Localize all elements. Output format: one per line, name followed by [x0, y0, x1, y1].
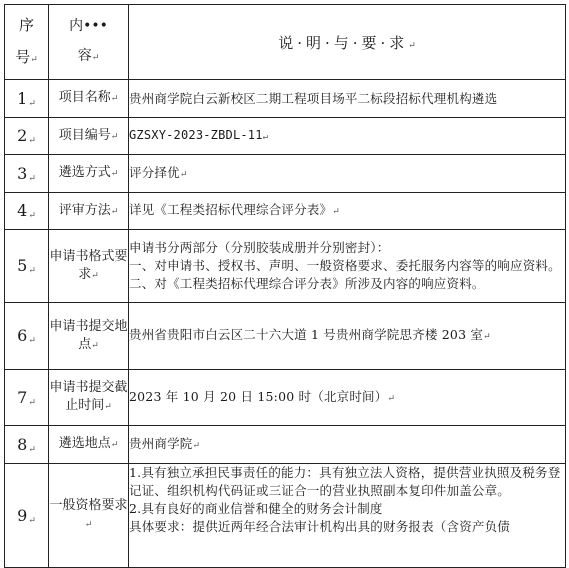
row-line: 二、对《工程类招标代理综合评分表》所涉及内容的响应资料。	[129, 276, 485, 291]
header-description: 说·明·与·要·求↵	[129, 5, 566, 80]
table-row: 4↵ 评审方法↵ 详见《工程类招标代理综合评分表》↵	[5, 193, 566, 230]
row-value: 评分择优	[129, 164, 180, 180]
row-num: 5	[17, 256, 28, 275]
header-seq: 序 号↵	[5, 5, 49, 80]
header-content-top: 内•••	[69, 18, 108, 34]
row-num: 7	[17, 387, 28, 407]
row-label: 遴选方式	[58, 165, 111, 180]
row-num: 4	[17, 201, 28, 220]
table-header-row	[5, 5, 566, 80]
table-row: 7↵ 申请书提交截止时间↵ 2023 年 10 月 20 日 15:00 时（北京时间）↵	[5, 370, 566, 426]
row-line: 具体要求：提供近两年经合法审计机构出具的财务报表（含资产负债	[129, 519, 511, 534]
row-num: 9	[17, 505, 28, 525]
table-row: 6↵ 申请书提交地点↵ 贵州省贵阳市白云区二十六大道 1 号贵州商学院思齐楼 203 室↵	[5, 303, 566, 370]
table-row: 1↵ 项目名称↵ 贵州商学院白云新校区二期工程项目场平二标段招标代理机构遴选	[5, 80, 566, 118]
row-label: 评审方法	[58, 202, 111, 218]
row-line: 1.具有独立承担民事责任的能力：具有独立法人资格，提供营业执照及税务登记证、组织机构代码证或三证合一的营业执照副本复印件加盖公章。	[129, 465, 561, 498]
header-content-bottom: 容	[77, 48, 92, 64]
row-num: 2	[17, 126, 28, 145]
row-value: 贵州商学院白云新校区二期工程项目场平二标段招标代理机构遴选	[129, 90, 498, 106]
header-seq-bottom: 号	[15, 47, 31, 66]
row-label: 申请书提交地点	[49, 318, 128, 352]
row-value: 贵州省贵阳市白云区二十六大道 1 号贵州商学院思齐楼 203 室	[129, 327, 484, 342]
row-line: 申请书分两部分（分别胶装成册并分别密封）：	[129, 240, 390, 255]
requirements-table	[4, 4, 566, 568]
row-line: 一、对申请书、授权书、声明、一般资格要求、委托服务内容等的响应资料。	[129, 258, 561, 273]
row-label: 遴选地点	[58, 436, 111, 451]
row-num: 3	[17, 163, 28, 183]
row-value: GZSXY-2023-ZBDL-11	[129, 128, 263, 142]
row-label: 申请书格式要求	[49, 248, 128, 282]
row-value: 2023 年 10 月 20 日 15:00 时（北京时间）	[129, 388, 388, 404]
row-label: 项目名称	[58, 90, 111, 105]
table-row: 2↵ 项目编号↵ GZSXY-2023-ZBDL-11↵	[5, 118, 566, 155]
row-label: 项目编号	[58, 127, 111, 143]
table-row: 9↵ 一般资格要求↵ 1.具有独立承担民事责任的能力：具有独立法人资格，提供营业执照及税务登记证、组织机构代码证或三证合一的营业执照副本复印件加盖公章。 2.具有良好的商业信誉和健全的财务会计制度 具体要求：提供近两年经合法审计机构出具的财务报表（含资产负债	[5, 464, 566, 568]
row-num: 1	[17, 88, 28, 108]
table-row: 3↵ 遴选方式↵ 评分择优↵	[5, 155, 566, 193]
row-value: 贵州商学院	[129, 435, 193, 451]
row-label: 一般资格要求	[49, 498, 128, 513]
row-value: 详见《工程类招标代理综合评分表》	[129, 202, 333, 217]
table-row: 5↵ 申请书格式要求↵ 申请书分两部分（分别胶装成册并分别密封）： 一、对申请书、授权书、声明、一般资格要求、委托服务内容等的响应资料。 二、对《工程类招标代理综合评分表》所涉及内容的响应资料。	[5, 230, 566, 303]
row-num: 8	[17, 434, 28, 454]
row-label: 申请书提交截止时间	[49, 380, 128, 413]
header-content: 内••• 容↵	[49, 5, 129, 80]
row-line: 2.具有良好的商业信誉和健全的财务会计制度	[129, 501, 383, 516]
row-num: 6	[17, 326, 28, 345]
header-seq-top: 序	[18, 15, 34, 34]
table-row: 8↵ 遴选地点↵ 贵州商学院↵	[5, 426, 566, 464]
